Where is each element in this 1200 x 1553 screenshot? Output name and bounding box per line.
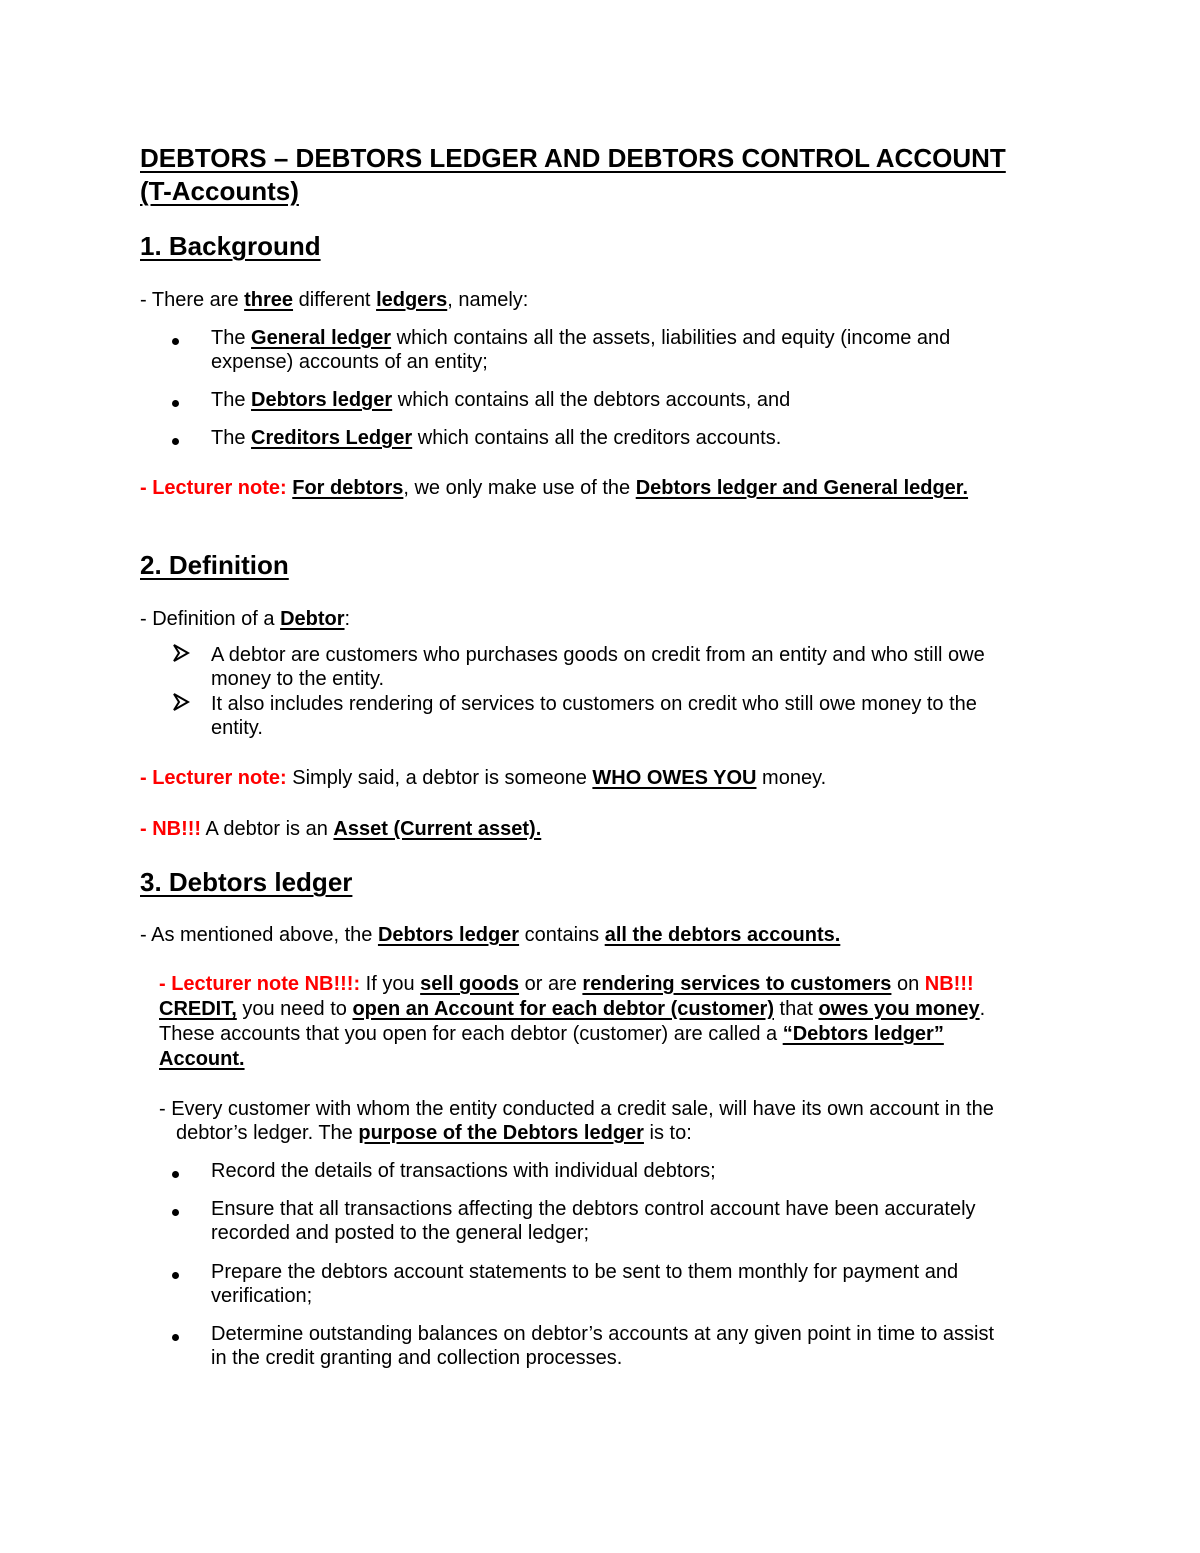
note-text: or are [519, 973, 583, 995]
intro-text: - As mentioned above, the [140, 924, 378, 946]
definition-point-2: It also includes rendering of services to customers on credit who still owe money to the [211, 693, 977, 715]
lecturer-note-nb-line-2 [159, 997, 1084, 1021]
bullet-icon [172, 1160, 179, 1184]
every-customer-line-2 [176, 1121, 1101, 1145]
note-text: . [979, 998, 986, 1020]
arrow-bullet-icon [172, 643, 190, 669]
bullet-icon [172, 327, 179, 351]
term-creditors-ledger: Creditors Ledger [251, 427, 413, 449]
note-text: , we only make use of the [403, 477, 636, 499]
list-item-general-ledger-cont: expense) accounts of an entity; [211, 351, 488, 373]
section-heading-definition: 2. Definition [140, 550, 289, 580]
lecturer-note-definition [140, 766, 1065, 790]
note-text: that [773, 998, 819, 1020]
term-general-ledger: General ledger [251, 327, 392, 349]
emph-owes-you-money: owes you money [818, 998, 980, 1020]
intro-text: : [344, 608, 351, 630]
note-label: - Lecturer note: [140, 767, 287, 789]
term-debtors-ledger: Debtors ledger [251, 389, 393, 411]
definition-intro [140, 607, 1065, 631]
lecturer-note-nb-line-1 [159, 972, 1084, 996]
every-text: debtor’s ledger. The [176, 1122, 359, 1144]
nb-note [140, 817, 1065, 841]
purpose-item-4: Determine outstanding balances on debtor’s accounts at any given point in time to assist [211, 1323, 995, 1345]
emph-debtor: Debtor [280, 608, 345, 630]
intro-text: , namely: [447, 289, 529, 311]
bullet-icon [172, 389, 179, 413]
section-heading-debtors-ledger: 3. Debtors ledger [140, 867, 353, 897]
emph-ledgers: ledgers [376, 289, 448, 311]
definition-point-2-cont: entity. [211, 717, 263, 739]
title-line-1: DEBTORS – DEBTORS LEDGER AND DEBTORS CONTROL ACCOUNT [140, 143, 1006, 173]
item-text: The [211, 389, 252, 411]
definition-point-1: A debtor are customers who purchases goods on credit from an entity and who still owe [211, 644, 985, 666]
note-text: Simply said, a debtor is someone [286, 767, 593, 789]
emph-purpose: purpose of the Debtors ledger [358, 1122, 644, 1144]
intro-text: - There are [140, 289, 245, 311]
emph-debtors-ledger: Debtors ledger [377, 924, 520, 946]
note-text: you need to [236, 998, 353, 1020]
intro-text: different [293, 289, 377, 311]
section-heading-background: 1. Background [140, 231, 321, 261]
item-text: The [211, 327, 252, 349]
definition-point-1-cont: money to the entity. [211, 668, 385, 690]
emph-for-debtors: For debtors [292, 477, 404, 499]
emph-debtors-ledger-quoted: “Debtors ledger” [782, 1023, 944, 1045]
emph-rendering-services: rendering services to customers [582, 973, 892, 995]
nb-label: NB!!! [924, 973, 974, 995]
arrow-bullet-icon [172, 692, 190, 718]
item-text: which contains all the debtors accounts, and [392, 389, 791, 411]
document-title [140, 143, 1065, 174]
note-text: If you [360, 973, 421, 995]
list-item-debtors-ledger [211, 388, 1071, 412]
item-text: which contains all the creditors accounts. [412, 427, 782, 449]
note-text: on [891, 973, 925, 995]
bullet-icon [172, 1261, 179, 1285]
purpose-item-3-cont: verification; [211, 1285, 313, 1307]
lecturer-note-nb-line-4 [159, 1047, 1084, 1071]
nb-text: A debtor is an [201, 818, 334, 840]
emph-all-debtors-accounts: all the debtors accounts. [604, 924, 841, 946]
note-text: money. [756, 767, 827, 789]
purpose-item-2: Ensure that all transactions affecting the debtors control account have been accurately [211, 1198, 976, 1220]
purpose-item-3: Prepare the debtors account statements to be sent to them monthly for payment and [211, 1261, 959, 1283]
intro-text: contains [519, 924, 605, 946]
lecturer-note-background [140, 476, 1065, 500]
title-line-2: (T-Accounts) [140, 176, 299, 206]
list-item-creditors-ledger [211, 426, 1071, 450]
bullet-icon [172, 1323, 179, 1347]
emph-who-owes-you: WHO OWES YOU [592, 767, 757, 789]
note-text: These accounts that you open for each debtor (customer) are called a [159, 1023, 783, 1045]
intro-text: - Definition of a [140, 608, 281, 630]
note-label: - Lecturer note NB!!!: [159, 973, 361, 995]
emph-three: three [244, 289, 294, 311]
purpose-item-4-cont: in the credit granting and collection processes. [211, 1347, 623, 1369]
emph-sell-goods: sell goods [420, 973, 520, 995]
emph-open-account: open an Account for each debtor (customer) [352, 998, 774, 1020]
purpose-item-2-cont: recorded and posted to the general ledger; [211, 1222, 590, 1244]
background-intro [140, 288, 1065, 312]
emph-credit: CREDIT, [159, 998, 237, 1020]
document-title-line-2 [140, 176, 1065, 207]
bullet-icon [172, 1198, 179, 1222]
note-label: - Lecturer note: [140, 477, 287, 499]
purpose-item-1: Record the details of transactions with individual debtors; [211, 1160, 716, 1182]
debtors-ledger-intro [140, 923, 1065, 947]
lecturer-note-nb-line-3 [159, 1022, 1084, 1046]
bullet-icon [172, 427, 179, 451]
item-text: which contains all the assets, liabilities and equity (income and [391, 327, 951, 349]
emph-account: Account. [159, 1048, 245, 1070]
list-item-general-ledger [211, 326, 1071, 350]
item-text: The [211, 427, 252, 449]
every-customer-line-1: - Every customer with whom the entity conducted a credit sale, will have its own account in the [159, 1098, 994, 1120]
every-text: is to: [643, 1122, 692, 1144]
emph-asset: Asset (Current asset). [333, 818, 542, 840]
emph-ledgers-used: Debtors ledger and General ledger. [635, 477, 969, 499]
nb-label: - NB!!! [140, 818, 202, 840]
